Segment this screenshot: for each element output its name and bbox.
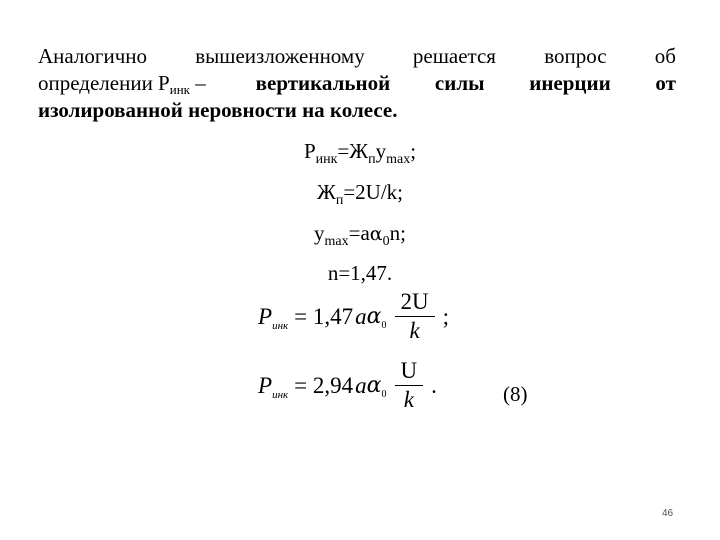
- numerator-text: U: [400, 358, 418, 383]
- dash: –: [189, 71, 211, 95]
- symbol: y: [314, 221, 325, 245]
- word: решается: [412, 44, 496, 68]
- symbol: P: [258, 303, 273, 329]
- bold-word: инерции: [529, 71, 611, 95]
- subscript: 0: [382, 234, 390, 249]
- paragraph-line-2: [38, 70, 676, 99]
- symbol: =2U/k;: [343, 180, 403, 204]
- subscript: инк: [315, 152, 338, 167]
- equation-1: [258, 288, 449, 345]
- word: вопрос: [544, 44, 607, 68]
- formula-stiffness: [0, 179, 720, 209]
- subscript: инк: [169, 82, 190, 97]
- numerator: [395, 288, 435, 316]
- symbol: Р: [303, 139, 316, 163]
- punctuation: ;: [442, 303, 450, 329]
- subscript: инк: [272, 319, 289, 332]
- symbol: P: [258, 372, 273, 398]
- subscript: 0: [381, 389, 387, 400]
- symbol: a: [355, 303, 367, 329]
- symbol: n;: [389, 221, 406, 245]
- symbol: y: [375, 139, 387, 163]
- fraction: [395, 288, 435, 345]
- formula-pink: [0, 138, 720, 168]
- subscript: инк: [272, 388, 289, 401]
- denominator: k: [409, 318, 420, 343]
- paragraph-line-1: [38, 43, 676, 69]
- subscript: п: [368, 152, 376, 167]
- formula-ymax: [0, 220, 720, 250]
- subscript: п: [335, 193, 344, 208]
- alpha-symbol: α: [366, 373, 382, 398]
- symbol: =a: [348, 221, 370, 245]
- line2-lead: [38, 70, 211, 99]
- subscript: 0: [381, 320, 387, 331]
- subscript: max: [386, 152, 411, 167]
- bold-word: от: [655, 71, 676, 95]
- alpha-symbol: α: [366, 304, 382, 329]
- word: об: [654, 44, 676, 68]
- paragraph-line-3: изолированной неровности на колесе.: [38, 98, 398, 122]
- punctuation: .: [431, 372, 437, 398]
- symbol: =Ж: [337, 139, 369, 163]
- formula-n: n=1,47.: [327, 261, 393, 285]
- alpha-symbol: α: [369, 223, 383, 245]
- page-number: 46: [662, 508, 674, 519]
- bold-word: вертикальной: [255, 71, 391, 95]
- numerator-text: 2U: [400, 289, 429, 314]
- denominator: k: [403, 387, 414, 412]
- coefficient: = 1,47: [294, 303, 354, 329]
- equation-number: (8): [503, 382, 528, 406]
- numerator: [395, 357, 424, 385]
- symbol: ;: [410, 139, 417, 163]
- subscript: max: [324, 234, 349, 249]
- equation-2: [258, 357, 437, 414]
- word: вышеизложенному: [195, 44, 365, 68]
- fraction: [395, 357, 424, 414]
- symbol: a: [355, 372, 367, 398]
- symbol: Ж: [316, 180, 336, 204]
- bold-word: силы: [434, 71, 485, 95]
- word: Аналогично: [38, 44, 148, 68]
- coefficient: = 2,94: [294, 372, 354, 398]
- text: определении Р: [38, 71, 170, 95]
